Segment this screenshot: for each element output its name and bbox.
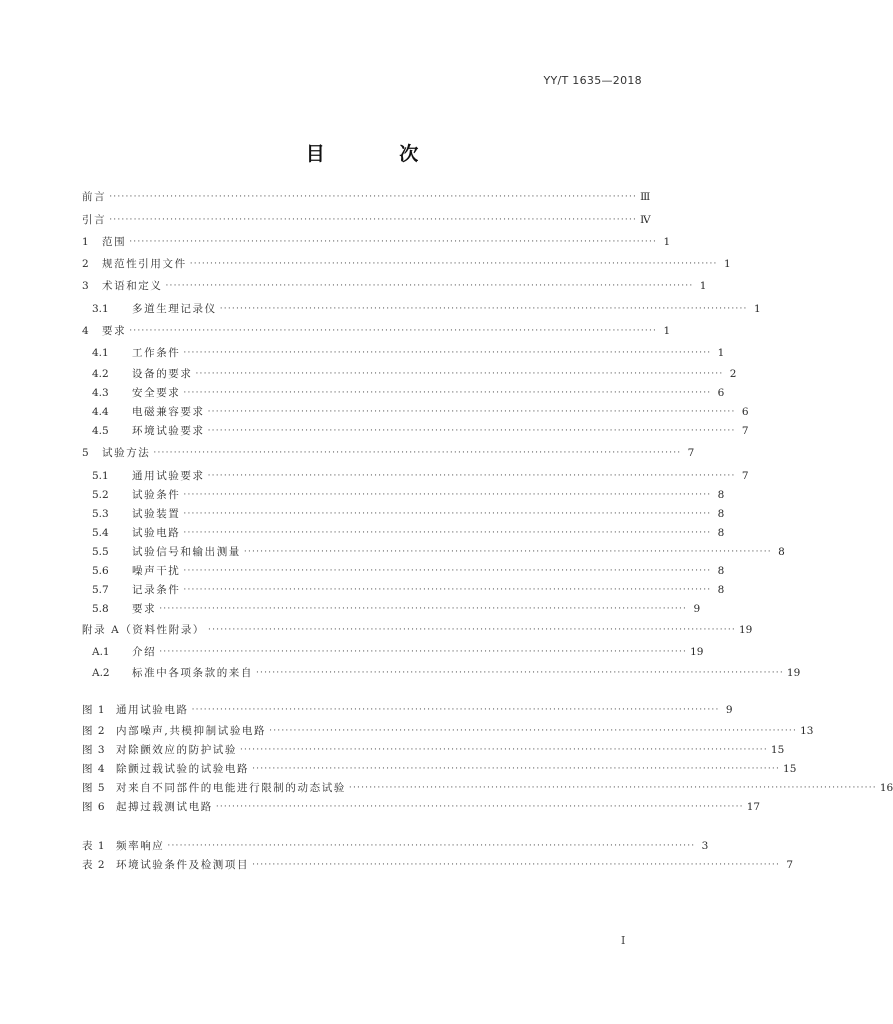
toc-entry[interactable]: [82, 778, 893, 798]
toc-entry-label: 噪声干扰: [132, 565, 181, 577]
toc-entry-number: 3.1: [92, 303, 109, 315]
toc-entry-number: 表 1: [82, 840, 106, 852]
toc-entry-page: 8: [717, 584, 725, 596]
toc-entry-number: 图 5: [82, 782, 106, 794]
toc-entry[interactable]: [82, 836, 709, 856]
toc-entry-label: 设备的要求: [132, 368, 193, 380]
toc-leader-dots: ··································································································································: [129, 237, 658, 247]
toc-leader-dots: ··································································································································: [207, 471, 736, 481]
toc-entry[interactable]: [82, 321, 671, 341]
toc-leader-dots: ··································································································································: [252, 860, 781, 870]
toc-entry-number: 4.4: [92, 406, 109, 418]
toc-entry-page: 8: [717, 565, 725, 577]
toc-leader-dots: ··································································································································: [183, 528, 712, 538]
toc-entry-label: 电磁兼容要求: [132, 406, 205, 418]
toc-entry-page: 19: [786, 667, 801, 679]
toc-entry-number: 图 1: [82, 704, 106, 716]
toc-entry-label: 试验装置: [132, 508, 181, 520]
toc-entry[interactable]: [82, 232, 671, 252]
toc-entry[interactable]: [82, 254, 731, 274]
page-title: 目 次: [305, 143, 453, 165]
toc-leader-dots: ··································································································································: [207, 426, 736, 436]
toc-entry[interactable]: [82, 504, 725, 524]
toc-entry-page: 7: [687, 447, 695, 459]
toc-entry[interactable]: [82, 599, 701, 619]
toc-entry-label: 引言: [82, 214, 107, 226]
toc-leader-dots: ··································································································································: [189, 259, 718, 269]
toc-entry-page: 8: [717, 489, 725, 501]
toc-entry-label: 对来自不同部件的电能进行限制的动态试验: [116, 782, 346, 794]
toc-entry-label: 要求: [132, 603, 157, 615]
toc-entry-page: 1: [663, 325, 671, 337]
toc-leader-dots: ··································································································································: [183, 509, 712, 519]
toc-entry-label: 除颤过载试验的试验电路: [116, 763, 250, 775]
toc-entry[interactable]: [82, 443, 695, 463]
toc-entry[interactable]: [82, 364, 737, 384]
toc-entry[interactable]: [82, 797, 761, 817]
toc-entry-number: 1: [82, 236, 89, 248]
toc-entry-label: 术语和定义: [102, 280, 163, 292]
toc-entry[interactable]: [82, 700, 733, 720]
toc-entry-label: 记录条件: [132, 584, 181, 596]
toc-entry-page: Ⅳ: [640, 214, 651, 226]
toc-entry-number: 图 6: [82, 801, 106, 813]
toc-entry-number: A.1: [92, 646, 110, 658]
toc-leader-dots: ··································································································································: [159, 647, 688, 657]
toc-entry-label: 工作条件: [132, 347, 181, 359]
toc-entry-number: 4.3: [92, 387, 109, 399]
toc-entry[interactable]: [82, 276, 707, 296]
toc-entry-page: 1: [717, 347, 725, 359]
toc-entry-number: 4: [82, 325, 89, 337]
toc-entry-page: 3: [701, 840, 709, 852]
toc-entry[interactable]: [82, 343, 725, 363]
toc-entry-number: 图 2: [82, 725, 106, 737]
toc-entry-label: 通用试验要求: [132, 470, 205, 482]
toc-entry-page: 1: [699, 280, 707, 292]
toc-leader-dots: ··································································································································: [183, 490, 712, 500]
toc-entry[interactable]: [82, 721, 814, 741]
toc-entry-number: 3: [82, 280, 89, 292]
toc-leader-dots: ··································································································································: [252, 764, 781, 774]
standard-number: YY/T 1635—2018: [543, 74, 642, 87]
toc-entry[interactable]: [82, 466, 749, 486]
toc-entry-number: 4.2: [92, 368, 109, 380]
toc-entry[interactable]: [82, 855, 794, 875]
toc-entry-page: 8: [717, 508, 725, 520]
toc-leader-dots: ··································································································································: [165, 281, 694, 291]
toc-entry-number: 5.2: [92, 489, 109, 501]
toc-entry[interactable]: [82, 542, 785, 562]
toc-leader-dots: ··································································································································: [153, 448, 682, 458]
toc-leader-dots: ··································································································································: [183, 585, 712, 595]
page-number: I: [621, 934, 626, 947]
toc-entry-number: 图 4: [82, 763, 106, 775]
toc-entry-number: 5.7: [92, 584, 109, 596]
toc-entry-number: 2: [82, 258, 89, 270]
toc-entry[interactable]: [82, 402, 749, 422]
toc-entry-page: 6: [741, 406, 749, 418]
toc-entry-number: 4.1: [92, 347, 109, 359]
toc-entry-label: 环境试验要求: [132, 425, 205, 437]
toc-entry-label: 环境试验条件及检测项目: [116, 859, 250, 871]
toc-leader-dots: ··································································································································: [243, 547, 772, 557]
toc-entry-label: 试验方法: [102, 447, 151, 459]
toc-entry[interactable]: [82, 421, 749, 441]
toc-entry-page: 1: [723, 258, 731, 270]
toc-entry[interactable]: [82, 299, 761, 319]
toc-leader-dots: ··································································································································: [269, 726, 798, 736]
toc-entry-label: 对除颤效应的防护试验: [116, 744, 237, 756]
toc-entry-label: 标准中各项条款的来自: [132, 667, 253, 679]
toc-entry-page: 9: [725, 704, 733, 716]
toc-entry-number: 5.8: [92, 603, 109, 615]
toc-leader-dots: ··································································································································: [207, 407, 736, 417]
toc-entry-page: 15: [770, 744, 785, 756]
toc-entry-label: 附录 A（资料性附录）: [82, 624, 206, 636]
toc-entry[interactable]: [82, 642, 704, 662]
toc-entry-number: 5.5: [92, 546, 109, 558]
toc-entry-label: 试验信号和输出测量: [132, 546, 241, 558]
toc-entry-page: 15: [783, 763, 797, 775]
toc-entry-number: 表 2: [82, 859, 106, 871]
toc-entry-label: 要求: [102, 325, 127, 337]
toc-entry-page: 16: [879, 782, 893, 794]
toc-entry-page: 19: [738, 624, 753, 636]
toc-entry-page: 8: [717, 527, 725, 539]
toc-entry-page: 7: [786, 859, 794, 871]
toc-leader-dots: ··································································································································: [256, 668, 784, 678]
toc-entry-label: 介绍: [132, 646, 157, 658]
toc-entry-label: 频率响应: [116, 840, 165, 852]
toc-entry-number: 5.4: [92, 527, 109, 539]
toc-entry-page: 8: [778, 546, 785, 558]
toc-entry[interactable]: [82, 740, 785, 760]
toc-entry[interactable]: [82, 187, 651, 207]
toc-leader-dots: ··································································································································: [208, 625, 736, 635]
toc-entry[interactable]: [82, 383, 725, 403]
toc-entry-page: Ⅲ: [640, 191, 651, 203]
toc-entry-label: 多道生理记录仪: [132, 303, 217, 315]
toc-entry-label: 规范性引用文件: [102, 258, 187, 270]
toc-entry-page: 7: [741, 425, 749, 437]
toc-entry[interactable]: [82, 580, 725, 600]
toc-leader-dots: ··································································································································: [348, 783, 877, 793]
toc-entry-page: 19: [690, 646, 704, 658]
toc-entry-number: A.2: [92, 667, 110, 679]
toc-leader-dots: ··································································································································: [240, 745, 768, 755]
toc-leader-dots: ··································································································································: [159, 604, 688, 614]
toc-entry-page: 7: [741, 470, 749, 482]
toc-leader-dots: ··································································································································: [191, 705, 720, 715]
toc-entry-number: 4.5: [92, 425, 109, 437]
toc-entry[interactable]: [82, 663, 801, 683]
toc-entry-number: 图 3: [82, 744, 106, 756]
toc-leader-dots: ··································································································································: [215, 802, 744, 812]
toc-leader-dots: ··································································································································: [183, 348, 712, 358]
toc-leader-dots: ··································································································································: [183, 388, 712, 398]
toc-leader-dots: ··································································································································: [129, 326, 658, 336]
toc-entry-page: 2: [729, 368, 737, 380]
toc-entry[interactable]: [82, 561, 725, 581]
toc-entry[interactable]: [82, 523, 725, 543]
toc-entry-label: 通用试验电路: [116, 704, 189, 716]
toc-leader-dots: ··································································································································: [167, 841, 696, 851]
toc-entry-label: 范围: [102, 236, 127, 248]
toc-entry-label: 试验电路: [132, 527, 181, 539]
toc-entry-label: 起搏过载测试电路: [116, 801, 213, 813]
toc-entry-page: 17: [746, 801, 761, 813]
toc-leader-dots: ··································································································································: [195, 369, 724, 379]
toc-entry-number: 5.1: [92, 470, 109, 482]
toc-leader-dots: ··································································································································: [109, 215, 638, 225]
toc-entry-number: 5: [82, 447, 89, 459]
toc-entry[interactable]: [82, 620, 753, 640]
toc-entry-page: 1: [753, 303, 761, 315]
toc-entry-page: 1: [663, 236, 671, 248]
toc-entry[interactable]: [82, 210, 651, 230]
toc-entry-number: 5.3: [92, 508, 109, 520]
toc-entry-page: 6: [717, 387, 725, 399]
toc-leader-dots: ··································································································································: [219, 304, 748, 314]
toc-leader-dots: ··································································································································: [183, 566, 712, 576]
toc-entry-label: 试验条件: [132, 489, 181, 501]
toc-entry[interactable]: [82, 485, 725, 505]
toc-entry-page: 9: [693, 603, 701, 615]
toc-leader-dots: ··································································································································: [109, 192, 638, 202]
toc-entry-label: 安全要求: [132, 387, 181, 399]
toc-entry-label: 前言: [82, 191, 107, 203]
toc-entry[interactable]: [82, 759, 797, 779]
toc-entry-label: 内部噪声,共模抑制试验电路: [116, 725, 267, 737]
toc-entry-number: 5.6: [92, 565, 109, 577]
toc-entry-page: 13: [800, 725, 814, 737]
